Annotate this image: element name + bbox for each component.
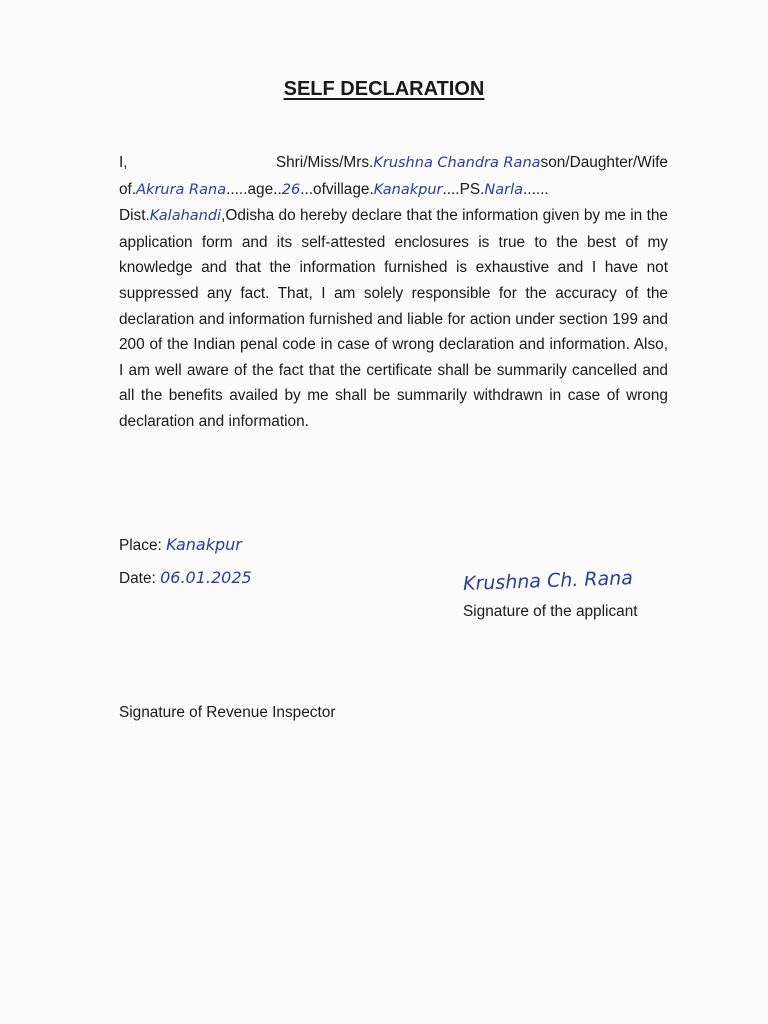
place-field (119, 535, 242, 555)
declaration-line-3-rest: ,Odisha do hereby declare that the information given (221, 207, 580, 225)
applicant-name-handwritten: Krushna Chandra Rana (373, 155, 541, 171)
dist-label: Dist. (119, 207, 150, 225)
village-handwritten: Kanakpur (373, 181, 443, 198)
pronoun: I, (119, 154, 128, 171)
date-label: Date: (119, 570, 156, 587)
name-line (276, 150, 668, 177)
of-label: of. (119, 180, 137, 198)
revenue-inspector-signature-label: Signature of Revenue Inspector (119, 704, 336, 721)
district-handwritten: Kalahandi (149, 208, 222, 225)
parent-name-handwritten: Akrura Rana (136, 181, 227, 198)
age-handwritten: 26 (281, 181, 301, 198)
relation-label: son/Daughter/Wife (540, 154, 668, 171)
date-field (119, 568, 252, 588)
document-title: SELF DECLARATION (283, 78, 485, 100)
age-label: age. (247, 180, 278, 198)
place-handwritten: Kanakpur (166, 535, 242, 554)
ps-handwritten: Narla (484, 181, 524, 198)
date-handwritten: 06.01.2025 (160, 568, 252, 587)
applicant-signature-label: Signature of the applicant (463, 603, 638, 620)
village-label: ofvillage. (313, 180, 374, 198)
declaration-line-2: of.Akrura Rana.....age..26...ofvillage.Kanakpur....PS.Narla...... (119, 180, 549, 198)
declaration-line-1 (119, 150, 668, 177)
declaration-line-3 (119, 203, 668, 434)
name-prefix: Shri/Miss/Mrs. (275, 154, 374, 171)
declaration-body (119, 150, 668, 435)
place-label: Place: (119, 537, 162, 554)
declaration-body-text: by me in the application form and its self-attested enclosures is true to the best of my knowledge and that the information furnished is exhaustive and I have not suppressed any fact. That, I am solely responsible for the accuracy of the declaration and information furnished and liable for action under section 199 and 200 of the Indian penal code in case of wrong declaration and information. Also, I am well aware of the fact that the certificate shall be summarily cancelled and all the benefits availed by me shall be summarily withdrawn in case of wrong declaration and information. (119, 207, 668, 430)
ps-label: PS. (459, 180, 485, 198)
applicant-signature: Krushna Ch. Rana (462, 567, 634, 595)
